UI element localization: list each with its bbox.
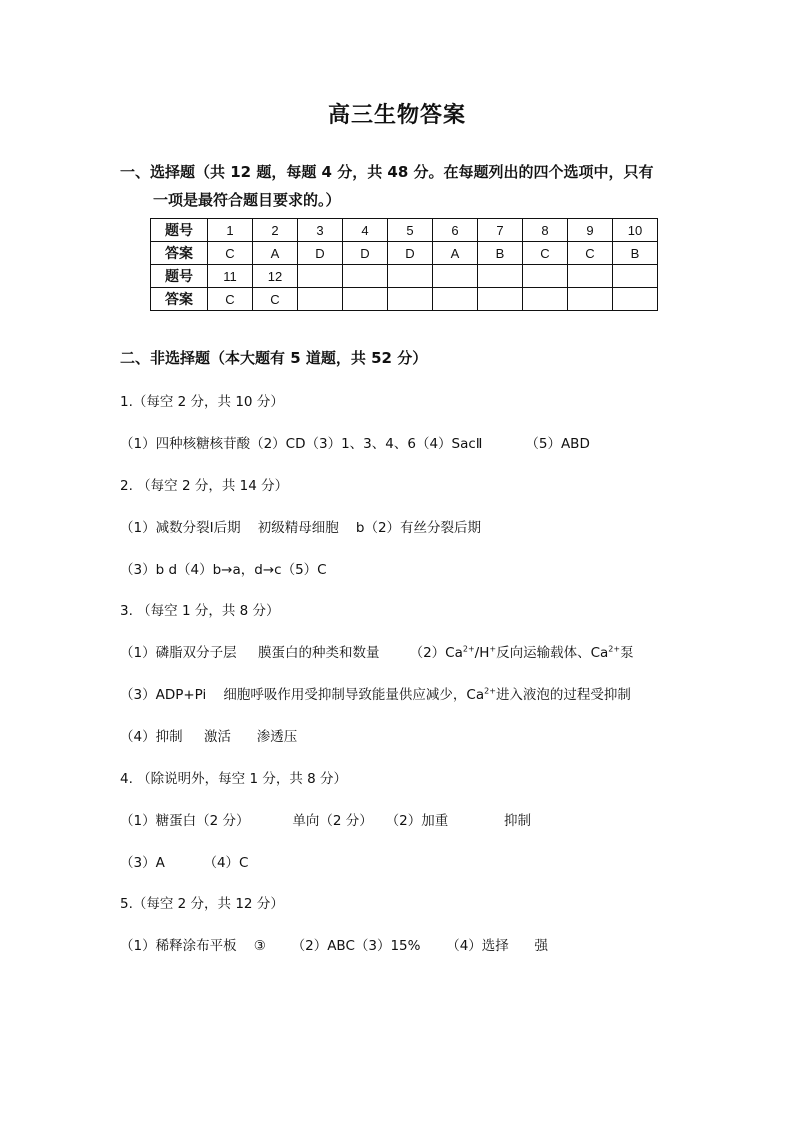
- table-cell: [478, 288, 523, 311]
- table-cell: [298, 288, 343, 311]
- table-cell: 1: [208, 219, 253, 242]
- q3-text: （1）磷脂双分子层 膜蛋白的种类和数量 （2）Ca: [120, 645, 463, 661]
- superscript: 2+: [462, 644, 475, 654]
- table-cell: [388, 288, 433, 311]
- q3-text: /H: [474, 645, 490, 661]
- q3-answer-line: [120, 643, 634, 663]
- table-cell: [433, 288, 478, 311]
- q3-text: 反向运输载体、Ca: [496, 645, 609, 661]
- table-cell: 11: [208, 265, 253, 288]
- table-cell: C: [253, 288, 298, 311]
- section1-heading-line2: 一项是最符合题目要求的。）: [153, 191, 341, 209]
- superscript: 2+: [484, 686, 496, 696]
- q1-heading: 1.（每空 2 分，共 10 分）: [120, 394, 284, 410]
- table-cell: D: [298, 242, 343, 265]
- row-label-answer: 答案: [151, 288, 208, 311]
- table-cell: C: [208, 242, 253, 265]
- q3-text: （3）ADP+Pi 细胞呼吸作用受抑制导致能量供应减少，Ca: [120, 687, 485, 703]
- table-cell: 2: [253, 219, 298, 242]
- question-number-row: [151, 265, 658, 288]
- answer-row: [151, 288, 658, 311]
- row-label-question: 题号: [151, 265, 208, 288]
- table-cell: D: [343, 242, 388, 265]
- table-cell: [478, 265, 523, 288]
- table-cell: 5: [388, 219, 433, 242]
- table-cell: [613, 265, 658, 288]
- table-cell: A: [433, 242, 478, 265]
- q4-answer-line: （3）A （4）C: [120, 855, 249, 871]
- row-label-question: 题号: [151, 219, 208, 242]
- table-cell: [568, 265, 613, 288]
- table-cell: 4: [343, 219, 388, 242]
- table-cell: 9: [568, 219, 613, 242]
- section2-heading: 二、非选择题（本大题有 5 道题，共 52 分）: [120, 349, 428, 367]
- table-cell: [343, 265, 388, 288]
- table-cell: 8: [523, 219, 568, 242]
- q3-text: 泵: [620, 645, 634, 661]
- table-cell: [523, 288, 568, 311]
- table-cell: [433, 265, 478, 288]
- q4-answer-line: （1）糖蛋白（2 分） 单向（2 分） （2）加重 抑制: [120, 813, 532, 829]
- q3-answer-line: （4）抑制 激活 渗透压: [120, 729, 298, 745]
- table-cell: C: [523, 242, 568, 265]
- table-cell: D: [388, 242, 433, 265]
- table-cell: 3: [298, 219, 343, 242]
- q2-answer-line: （1）减数分裂Ⅰ后期 初级精母细胞 b（2）有丝分裂后期: [120, 520, 482, 536]
- table-cell: 12: [253, 265, 298, 288]
- question-number-row: [151, 219, 658, 242]
- row-label-answer: 答案: [151, 242, 208, 265]
- superscript: +: [489, 644, 497, 654]
- table-cell: C: [568, 242, 613, 265]
- q2-answer-line: （3）b d（4）b→a，d→c（5）C: [120, 562, 327, 578]
- table-cell: 6: [433, 219, 478, 242]
- q3-heading: 3. （每空 1 分，共 8 分）: [120, 603, 280, 619]
- section1-heading-line1: 一、选择题（共 12 题，每题 4 分，共 48 分。在每题列出的四个选项中，只有: [120, 163, 654, 181]
- q1-answer-line: （1）四种核糖核苷酸（2）CD（3）1、3、4、6（4）SacⅡ （5）ABD: [120, 436, 590, 452]
- table-cell: 10: [613, 219, 658, 242]
- q5-answer-line: （1）稀释涂布平板 ③ （2）ABC（3）15% （4）选择 强: [120, 938, 549, 954]
- table-cell: [343, 288, 388, 311]
- table-cell: [388, 265, 433, 288]
- superscript: 2+: [608, 644, 621, 654]
- table-cell: [523, 265, 568, 288]
- table-cell: 7: [478, 219, 523, 242]
- q4-heading: 4. （除说明外，每空 1 分，共 8 分）: [120, 771, 348, 787]
- section1-heading: [120, 158, 680, 214]
- q2-heading: 2. （每空 2 分，共 14 分）: [120, 478, 289, 494]
- table-cell: [613, 288, 658, 311]
- table-cell: [298, 265, 343, 288]
- table-cell: C: [208, 288, 253, 311]
- table-cell: B: [478, 242, 523, 265]
- table-cell: [568, 288, 613, 311]
- table-cell: B: [613, 242, 658, 265]
- q3-answer-line: [120, 685, 631, 705]
- table-cell: A: [253, 242, 298, 265]
- answer-table: [150, 218, 658, 311]
- page-title: 高三生物答案: [327, 103, 466, 128]
- answer-row: [151, 242, 658, 265]
- q3-text: 进入液泡的过程受抑制: [495, 687, 631, 703]
- q5-heading: 5.（每空 2 分，共 12 分）: [120, 896, 284, 912]
